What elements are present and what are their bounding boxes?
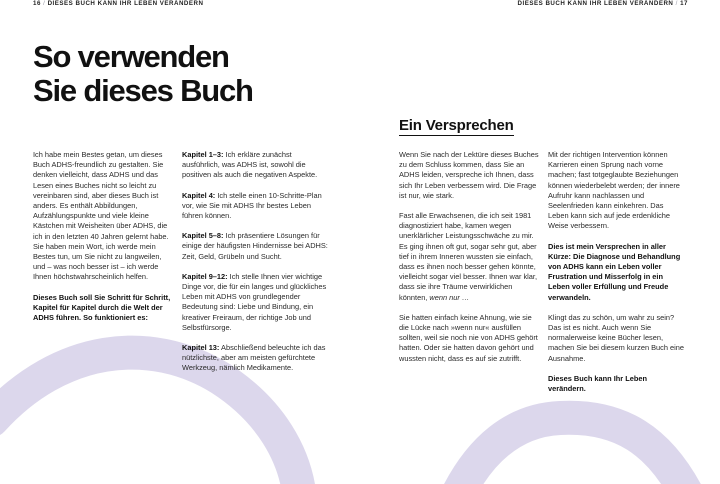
paragraph: Ich habe mein Bestes getan, um dieses Buch ADHS-freundlich zu gestalten. Sie denken vielleicht, dass ADHS und das Lesen eines Buches nicht so leicht zu vereinbaren sind, aber dieses Buch ist anders. Es enthält Abbildungen, Aufzählungspunkte und viele kleine Kästchen mit Weisheiten über ADHS, die ich in den letzten 40 Jahren gelernt habe. Sie haben mein Wort, ich werde mein Bestes tun, um Sie nicht zu langweilen, und – was noch besser ist – ich werde Ihnen höchstwahrscheinlich helfen. (33, 150, 169, 282)
paragraph: Mit der richtigen Intervention können Karrieren einen Sprung nach vorne machen; fast totgeglaubte Beziehungen können wiederbelebt werden; der innere Aufruhr kann nachlassen und Seelenfrieden kann einkehren. Das Leben kann sich auf jede erdenkliche Weise verbessern. (548, 150, 680, 231)
chapter-description: Ich stelle einen 10-Schritte-Plan vor, wie Sie mit ADHS Ihr bestes Leben führen können. (182, 190, 322, 221)
section-heading: Ein Versprechen (399, 117, 514, 134)
chapter-label: Kapitel 1–3: (182, 150, 224, 159)
chapter-label: Kapitel 4: (182, 190, 216, 200)
paragraph: Sie hatten einfach keine Ahnung, wie sie die Lücke nach »wenn nur« ausfüllen sollten, weil sie noch nie von ADHS gehört hatten. Oder sie hatten davon gehört und wussten nicht, dass es auf sie zutrifft. (399, 312, 538, 363)
running-header-right (518, 0, 688, 7)
paragraph-italic: wenn nur … (429, 292, 470, 302)
running-title-right: DIESES BUCH KANN IHR LEBEN VERÄNDERN (517, 0, 674, 7)
chapter-description: Abschließend beleuchte ich das nützlichste, aber am meisten gefürchtete Werkzeug, nämlich Medikamente. (182, 343, 326, 373)
text-column-2 (182, 150, 330, 384)
chapter-overview-item (182, 150, 330, 181)
chapter-label: Kapitel 9–12: (182, 271, 228, 281)
chapter-title (33, 40, 253, 108)
header-separator: / (43, 0, 46, 7)
header-separator: / (675, 0, 678, 7)
chapter-overview-item (182, 343, 330, 374)
paragraph-bold: Dieses Buch soll Sie Schritt für Schritt, Kapitel für Kapitel durch die Welt der ADHS führen. So funktioniert es: (33, 292, 171, 323)
chapter-description: Ich stelle Ihnen vier wichtige Dinge vor, die für ein langes und glückliches Leben mit ADHS von grundlegender Bedeutung sind: Liebe und Bindung, ein kreativer Freiraum, der richtige Job und Selbstfürsorge. (182, 271, 327, 332)
page-number-right: 17 (680, 0, 688, 7)
running-title-left: DIESES BUCH KANN IHR LEBEN VERÄNDERN (47, 0, 204, 7)
closing-statement: Dieses Buch kann Ihr Leben verändern. (548, 373, 647, 394)
paragraph: Wenn Sie nach der Lektüre dieses Buches zu dem Schluss kommen, dass Sie an ADHS leiden, verspreche ich Ihnen, dass sich Ihr Leben verbessern wird. Die Frage ist nur, wie stark. (399, 150, 539, 200)
running-header-left (33, 0, 203, 7)
paragraph: Klingt das zu schön, um wahr zu sein? Das ist es nicht. Auch wenn Sie normalerweise keine Bücher lesen, machen Sie bei diesem kurzen Buch eine Ausnahme. (548, 312, 684, 363)
paragraph-text: Fast alle Erwachsenen, die ich seit 1981 diagnostiziert habe, kamen wegen unerklärlicher Leistungsschwäche zu mir. Es ging ihnen oft gut, sogar sehr gut, aber tief in ihrem Inneren wussten sie einfach, dass es ihnen noch besser gehen könnte, vielleicht sogar viel besser. Ihnen war klar, dass sie ihre Träume verwirklichen könnten, (399, 211, 538, 302)
chapter-title-line1: So verwenden (33, 39, 229, 74)
right-decorative-arc (455, 418, 690, 484)
promise-statement: Dies ist mein Versprechen in aller Kürze: Die Diagnose und Behandlung von ADHS kann ein Leben voller Frustration und Misserfolg in ein Leben voller Erfüllung und Freude verwandeln. (548, 241, 681, 302)
chapter-label: Kapitel 5–8: (182, 231, 224, 241)
chapter-description: Ich erkläre zunächst ausführlich, was ADHS ist, sowohl die positiven als auch die negativen Aspekte. (182, 150, 318, 180)
chapter-description: Ich präsentiere Lösungen für einige der häufigsten Hindernisse bei ADHS: Zeit, Geld, Grübeln und Sucht. (182, 231, 328, 261)
chapter-label: Kapitel 13: (182, 343, 220, 353)
chapter-overview-item (182, 272, 330, 333)
text-column-3 (399, 150, 539, 374)
chapter-overview-item (182, 231, 330, 262)
text-column-1 (33, 150, 175, 333)
chapter-overview-item (182, 191, 330, 222)
text-column-4 (548, 150, 686, 404)
chapter-title-line2: Sie dieses Buch (33, 73, 253, 108)
paragraph (399, 211, 539, 303)
page-number-left: 16 (33, 0, 41, 7)
